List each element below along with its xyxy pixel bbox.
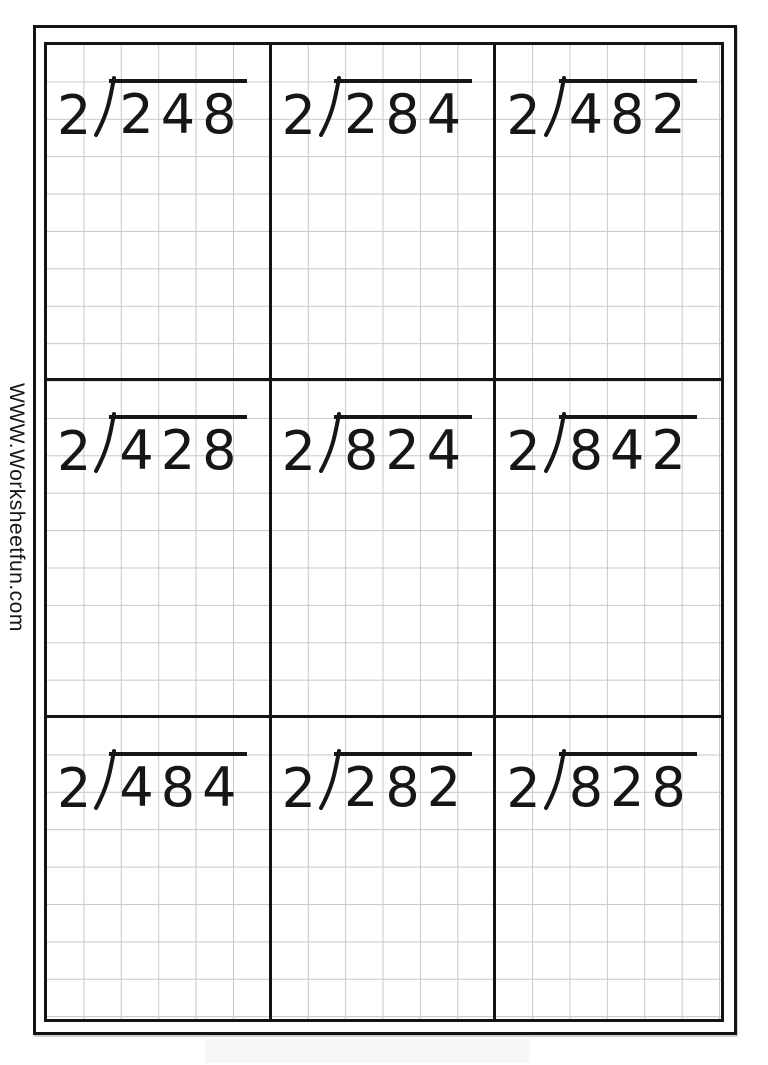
division-bracket-icon	[93, 413, 117, 475]
division-bracket-icon	[318, 750, 342, 812]
dividend: 842	[559, 415, 697, 482]
division-problem-9	[506, 752, 721, 819]
dividend: 284	[334, 79, 472, 146]
problem-cell-2	[272, 45, 497, 381]
divisor: 2	[57, 84, 92, 147]
watermark-url: WWW.Worksheetfun.com	[5, 383, 28, 632]
division-problem-4	[57, 415, 269, 482]
division-bracket-icon	[318, 413, 342, 475]
division-problem-5	[282, 415, 494, 482]
division-bracket-icon	[318, 77, 342, 139]
scan-smudge	[205, 1039, 530, 1063]
division-bracket-icon	[543, 750, 567, 812]
dividend: 248	[109, 79, 247, 146]
division-bracket-icon	[93, 77, 117, 139]
dividend: 484	[109, 752, 247, 819]
division-bracket-icon	[543, 77, 567, 139]
dividend: 824	[334, 415, 472, 482]
divisor: 2	[506, 757, 541, 820]
problem-grid	[47, 45, 721, 1019]
problem-cell-8	[272, 718, 497, 1019]
worksheet-outer-frame	[33, 25, 737, 1035]
divisor: 2	[506, 420, 541, 483]
problem-cell-1	[47, 45, 272, 381]
dividend: 282	[334, 752, 472, 819]
problem-cell-4	[47, 381, 272, 718]
division-problem-8	[282, 752, 494, 819]
division-bracket-icon	[543, 413, 567, 475]
dividend: 428	[109, 415, 247, 482]
problem-cell-5	[272, 381, 497, 718]
dividend: 482	[559, 79, 697, 146]
divisor: 2	[281, 84, 317, 147]
problem-cell-6	[496, 381, 721, 718]
divisor: 2	[57, 420, 92, 483]
division-problem-6	[506, 415, 721, 482]
dividend: 828	[559, 752, 697, 819]
divisor: 2	[281, 757, 317, 820]
divisor: 2	[57, 757, 92, 820]
division-problem-2	[282, 79, 494, 146]
divisor: 2	[506, 84, 541, 147]
division-bracket-icon	[93, 750, 117, 812]
problem-cell-9	[496, 718, 721, 1019]
worksheet-graph-paper	[44, 42, 724, 1022]
problem-cell-7	[47, 718, 272, 1019]
divisor: 2	[281, 420, 317, 483]
division-problem-7	[57, 752, 269, 819]
problem-cell-3	[496, 45, 721, 381]
division-problem-3	[506, 79, 721, 146]
division-problem-1	[57, 79, 269, 146]
